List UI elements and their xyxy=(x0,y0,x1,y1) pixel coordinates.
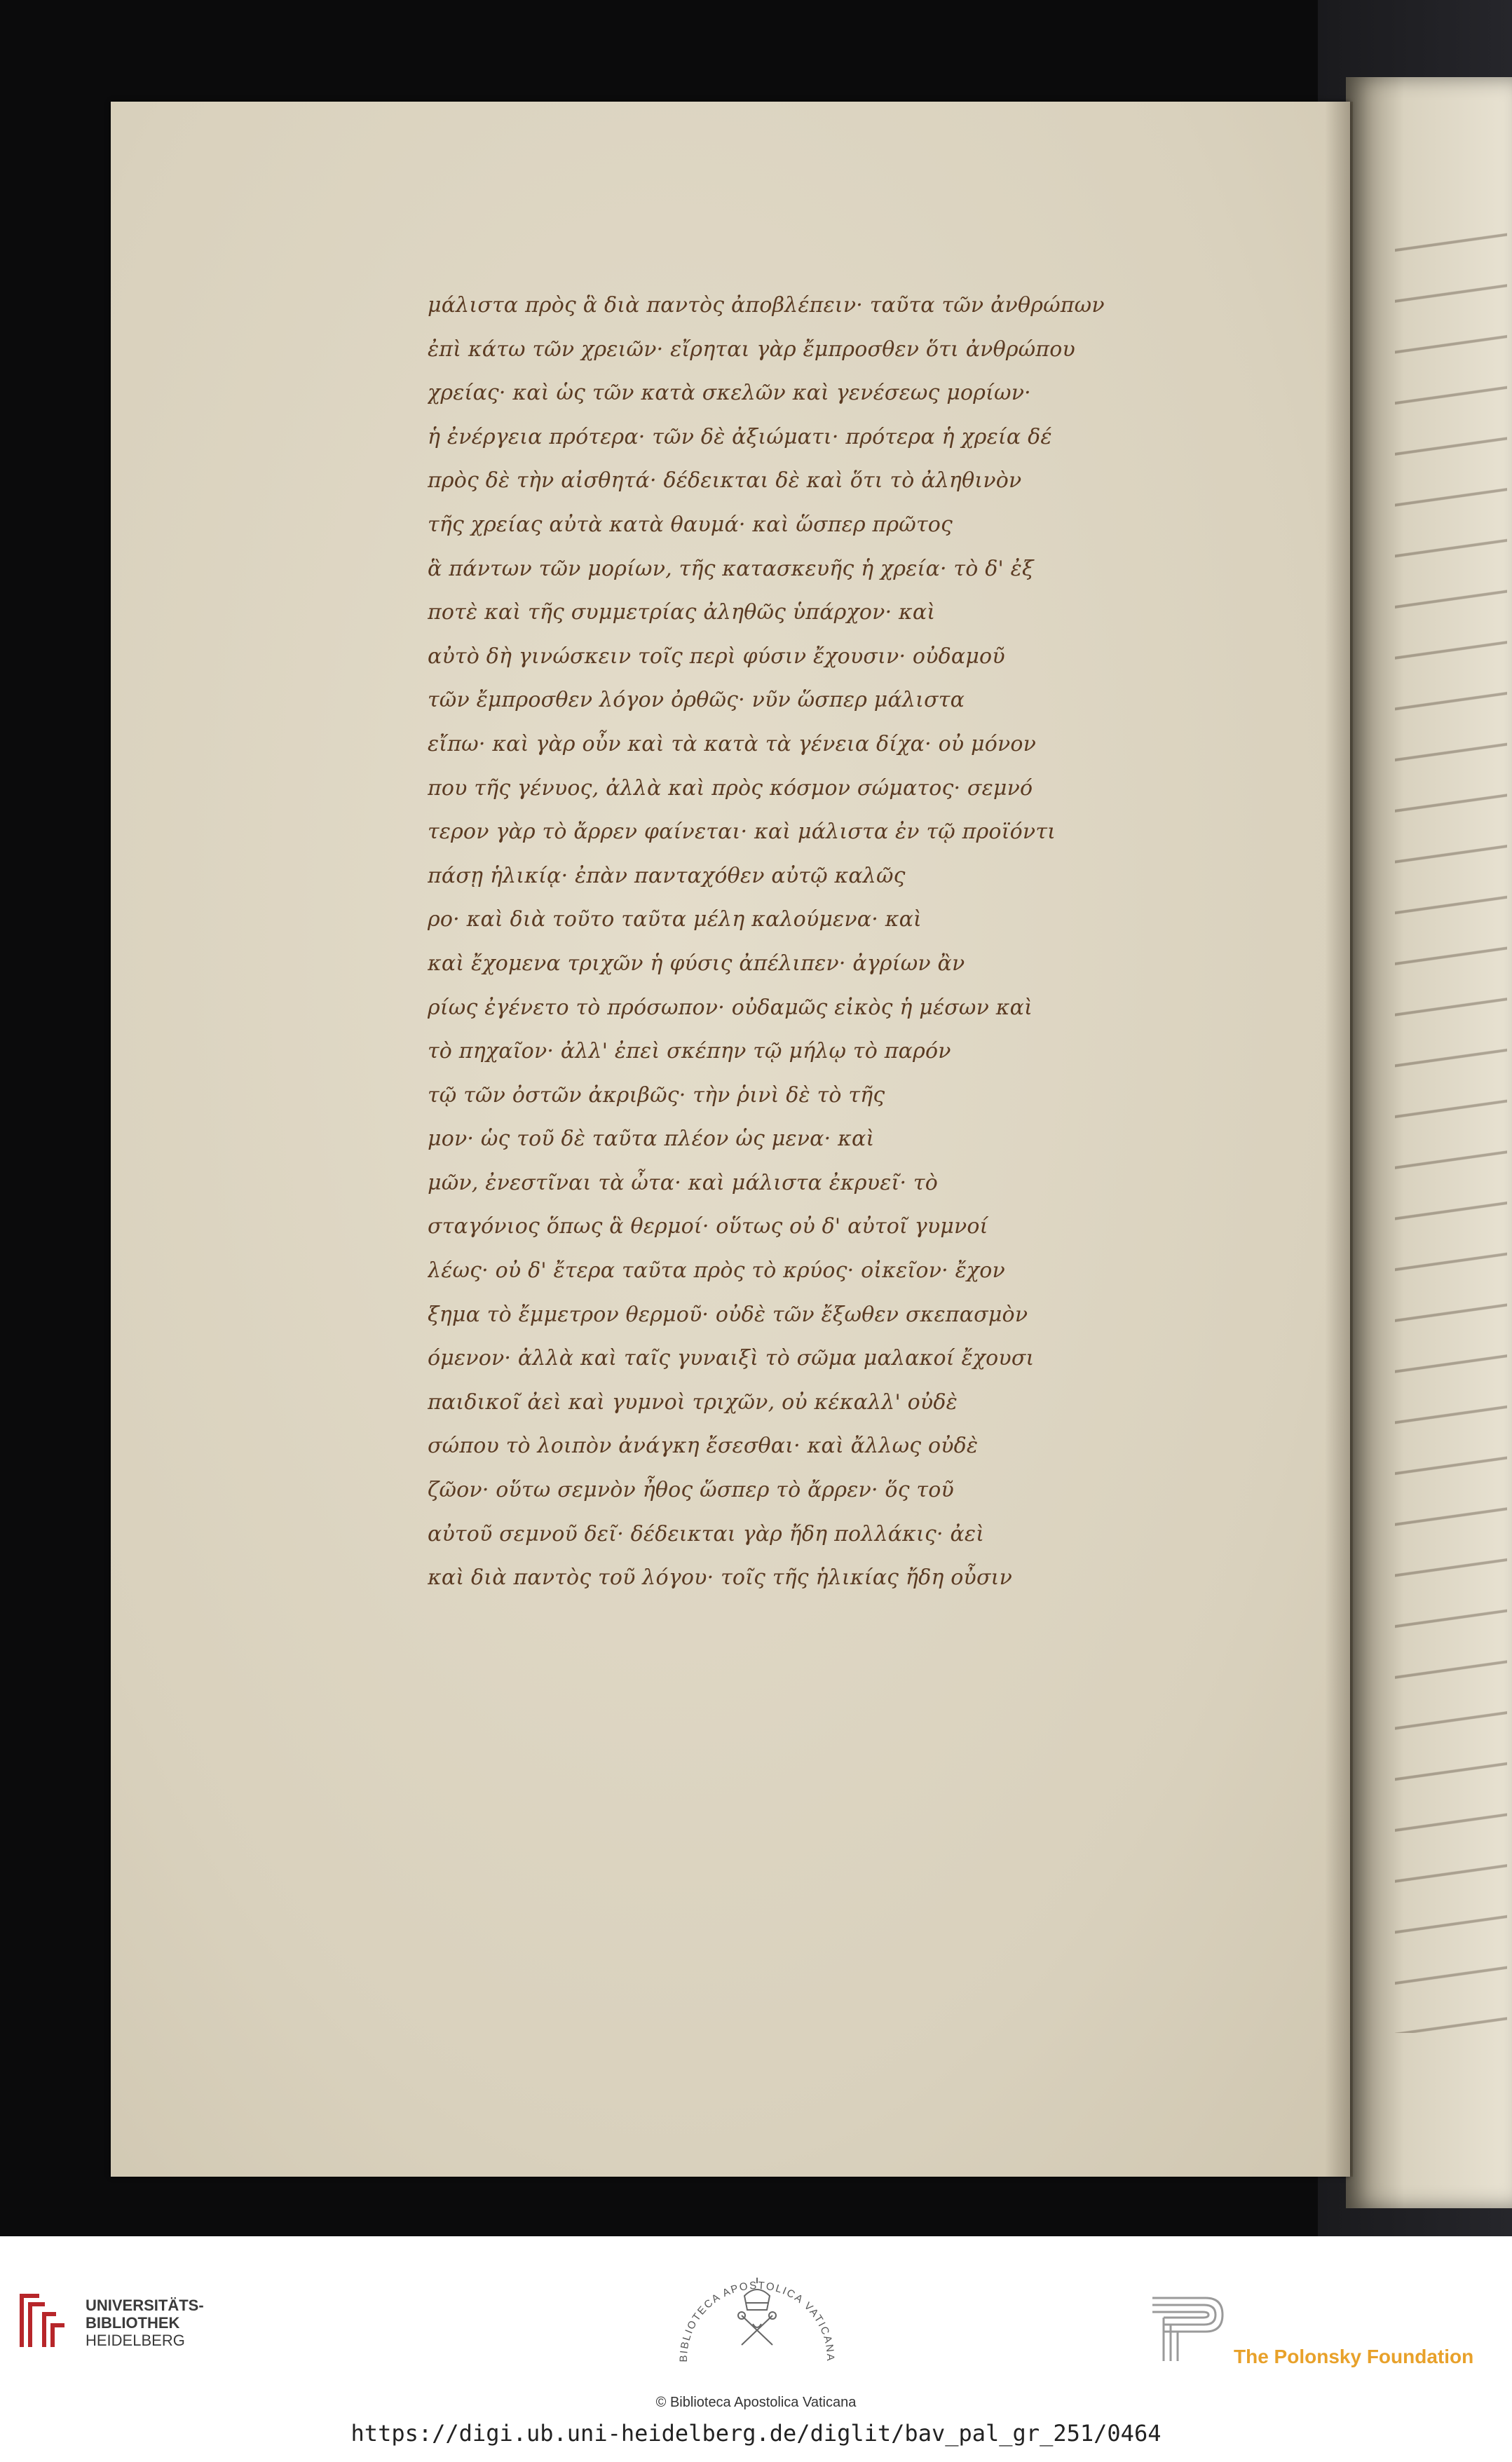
manuscript-line: παιδικοῖ ἀεὶ καὶ γυμνοὶ τριχῶν, οὐ κέκαλλ' οὐδὲ xyxy=(428,1389,958,1415)
manuscript-line: ξημα τὸ ἔμμετρον θερμοῦ· οὐδὲ τῶν ἔξωθεν σκεπασμὸν xyxy=(428,1302,1028,1327)
bav-copyright: © Biblioteca Apostolica Vaticana xyxy=(655,2395,857,2410)
manuscript-line: ἡ ἐνέργεια πρότερα· τῶν δὲ ἀξιώματι· πρότερα ἡ χρεία δέ xyxy=(428,424,1052,449)
manuscript-line: ρίως ἐγένετο τὸ πρόσωπον· οὐδαμῶς εἰκὸς ἡ μέσων καὶ xyxy=(428,995,1033,1020)
manuscript-line: τῷ τῶν ὀστῶν ἀκριβῶς· τὴν ῥινὶ δὲ τὸ τῆς xyxy=(428,1082,885,1108)
manuscript-line: χρείας· καὶ ὡς τῶν κατὰ σκελῶν καὶ γενέσεως μορίων· xyxy=(428,381,1031,406)
svg-text:BIBLIOTECA APOSTOLICA VATICANA xyxy=(678,2280,836,2362)
university-library-name[interactable] xyxy=(86,2297,204,2349)
manuscript-line: μῶν, ἐνεστῖναι τὰ ὦτα· καὶ μάλιστα ἐκρυεῖ· τὸ xyxy=(428,1170,938,1195)
manuscript-line: ρο· καὶ διὰ τοῦτο ταῦτα μέλη καλούμενα· καὶ xyxy=(428,907,922,932)
manuscript-line: ἐπὶ κάτω τῶν χρειῶν· εἴρηται γὰρ ἔμπροσθεν ὅτι ἀνθρώπου xyxy=(428,336,1075,362)
vatican-library-seal-icon[interactable] xyxy=(666,2268,848,2380)
manuscript-line: ζῶον· οὕτω σεμνὸν ἦθος ὥσπερ τὸ ἄρρεν· ὅς τοῦ xyxy=(428,1478,954,1503)
university-library-logo-icon[interactable] xyxy=(14,2291,70,2350)
manuscript-line: ποτὲ καὶ τῆς συμμετρίας ἀληθῶς ὑπάρχον· καὶ xyxy=(428,600,936,625)
manuscript-line: λέως· οὐ δ' ἔτερα ταῦτα πρὸς τὸ κρύος· οἰκεῖον· ἔχον xyxy=(428,1258,1005,1284)
page-edge-shadow xyxy=(1325,102,1353,2177)
page-url[interactable]: https://digi.ub.uni-heidelberg.de/diglit/bav_pal_gr_251/0464 xyxy=(350,2420,1162,2447)
manuscript-line: μον· ὡς τοῦ δὲ ταῦτα πλέον ὡς μενα· καὶ xyxy=(428,1127,875,1152)
bav-seal-text: BIBLIOTECA APOSTOLICA VATICANA xyxy=(677,2279,837,2362)
manuscript-line: σώπου τὸ λοιπὸν ἀνάγκη ἔσεσθαι· καὶ ἄλλως οὐδὲ xyxy=(428,1434,979,1459)
manuscript-line: ἃ πάντων τῶν μορίων, τῆς κατασκευῆς ἡ χρεία· τὸ δ' ἐξ xyxy=(428,556,1034,581)
manuscript-line: όμενον· ἀλλὰ καὶ ταῖς γυναιξὶ τὸ σῶμα μαλακοί ἔχουσι xyxy=(428,1346,1035,1371)
manuscript-line: τὸ πηχαῖον· ἀλλ' ἐπεὶ σκέπην τῷ μήλῳ τὸ παρόν xyxy=(428,1039,951,1064)
university-line-1: UNIVERSITÄTS- xyxy=(86,2297,204,2314)
university-line-2: BIBLIOTHEK xyxy=(86,2314,180,2332)
manuscript-line: τῶν ἔμπροσθεν λόγον ὀρθῶς· νῦν ὥσπερ μάλιστα xyxy=(428,688,965,713)
polonsky-foundation-name[interactable]: The Polonsky Foundation xyxy=(1234,2346,1474,2367)
university-line-3: HEIDELBERG xyxy=(86,2332,185,2349)
polonsky-foundation-logo-icon[interactable] xyxy=(1150,2291,1234,2368)
manuscript-line: μάλιστα πρὸς ἃ διὰ παντὸς ἀποβλέπειν· ταῦτα τῶν ἀνθρώπων xyxy=(428,293,1105,318)
manuscript-line: καὶ ἔχομενα τριχῶν ἡ φύσις ἀπέλιπεν· ἀγρίων ἂν xyxy=(428,951,965,976)
manuscript-line: τῆς χρείας αὐτὰ κατὰ θαυμά· καὶ ὥσπερ πρῶτος xyxy=(428,512,953,537)
manuscript-line: σταγόνιος ὅπως ἃ θερμοί· οὕτως οὐ δ' αὐτοῖ γυμνοί xyxy=(428,1214,988,1239)
manuscript-line: αὐτὸ δὴ γινώσκειν τοῖς περὶ φύσιν ἔχουσιν· οὐδαμοῦ xyxy=(428,644,1005,669)
manuscript-line: αὐτοῦ σεμνοῦ δεῖ· δέδεικται γὰρ ἤδη πολλάκις· ἀεὶ xyxy=(428,1521,985,1546)
manuscript-line: τερον γὰρ τὸ ἄρρεν φαίνεται· καὶ μάλιστα ἐν τῷ προϊόντι xyxy=(428,819,1056,845)
manuscript-line: καὶ διὰ παντὸς τοῦ λόγου· τοῖς τῆς ἡλικίας ἤδη οὖσιν xyxy=(428,1565,1013,1591)
manuscript-line: πρὸς δὲ τὴν αἰσθητά· δέδεικται δὲ καὶ ὅτι τὸ ἀληθινὸν xyxy=(428,468,1022,494)
manuscript-line: που τῆς γένυος, ἀλλὰ καὶ πρὸς κόσμον σώματος· σεμνό xyxy=(428,775,1033,801)
manuscript-line: πάσῃ ἡλικίᾳ· ἐπὰν πανταχόθεν αὐτῷ καλῶς xyxy=(428,863,906,888)
adjacent-page-text xyxy=(1395,210,1507,2033)
manuscript-text xyxy=(428,284,1290,1600)
manuscript-line: εἴπω· καὶ γὰρ οὖν καὶ τὰ κατὰ τὰ γένεια δίχα· οὐ μόνον xyxy=(428,731,1037,756)
